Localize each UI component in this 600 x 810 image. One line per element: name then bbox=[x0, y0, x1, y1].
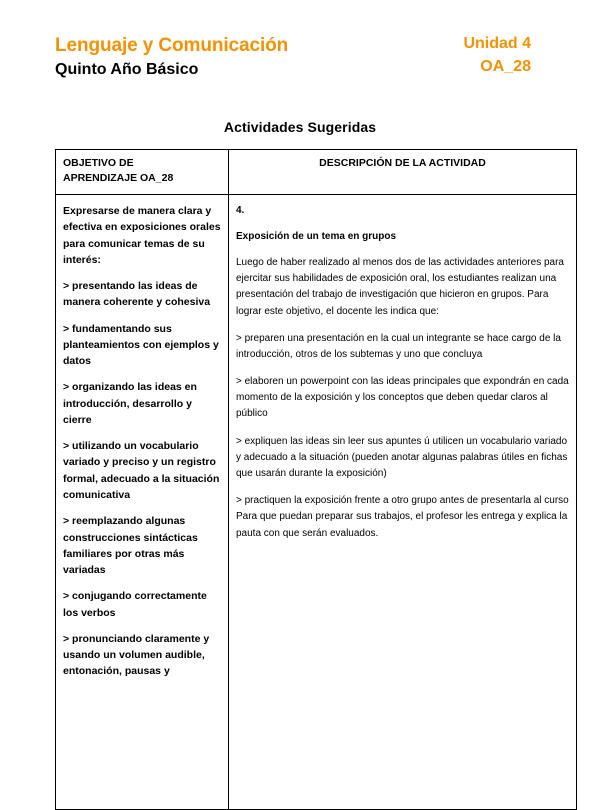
objective-item-5: > conjugando correctamente los verbos bbox=[63, 590, 207, 619]
document-header bbox=[55, 34, 545, 81]
objective-item-1: > fundamentando sus planteamientos con ejemplos y datos bbox=[63, 322, 219, 368]
activity-paragraph-4: > practiquen la exposición frente a otro grupo antes de presentarla al curso Para que puedan preparar sus trabajos, el profesor les entrega y explica la pauta con que serán evaluados. bbox=[236, 495, 569, 539]
table-row bbox=[56, 194, 577, 809]
activity-heading: Exposición de un tema en grupos bbox=[236, 230, 397, 242]
header-cell-objective bbox=[56, 149, 229, 194]
activity-cell bbox=[229, 194, 577, 809]
header-cell-description bbox=[229, 149, 577, 194]
activity-paragraph-0: Luego de haber realizado al menos dos de las actividades anteriores para ejercitar sus habilidades de exposición oral, los estudiantes realizan una presentación del trabajo de investigación que hicieron en grupos. Para lograr este objetivo, el docente les indica que: bbox=[236, 256, 564, 317]
header-right-group bbox=[463, 34, 545, 78]
header-description-label: DESCRIPCIÓN DE LA ACTIVIDAD bbox=[319, 156, 486, 169]
objective-intro: Expresarse de manera clara y efectiva en exposiciones orales para comunicar temas de su interés: bbox=[63, 204, 221, 266]
objective-item-3: > utilizando un vocabulario variado y preciso y un registro formal, adecuado a la situación comunicativa bbox=[63, 440, 220, 501]
objective-cell bbox=[56, 194, 229, 809]
subject-title: Lenguaje y Comunicación bbox=[55, 35, 289, 56]
grade-level: Quinto Año Básico bbox=[55, 60, 199, 78]
activities-table bbox=[55, 149, 577, 810]
activity-paragraph-3: > expliquen las ideas sin leer sus apuntes ú utilicen un vocabulario variado y adecuado a la situación (pueden anotar algunas palabras útiles en fichas que usarán durante la exposición) bbox=[236, 435, 568, 480]
oa-code-label: OA_28 bbox=[480, 58, 531, 75]
activity-number: 4. bbox=[236, 204, 245, 216]
activity-paragraph-1: > preparen una presentación en la cual un integrante se hace cargo de la introducción, otros de los subtemas y uno que concluya bbox=[236, 332, 561, 360]
table-header-row bbox=[56, 149, 577, 194]
objective-item-6: > pronunciando claramente y usando un volumen audible, entonación, pausas y bbox=[63, 632, 210, 678]
objective-item-0: > presentando las ideas de manera coherente y cohesiva bbox=[63, 280, 211, 309]
page-title: Actividades Sugeridas bbox=[223, 118, 377, 135]
objective-item-4: > reemplazando algunas construcciones sintácticas familiares por otras más variadas bbox=[63, 515, 198, 577]
header-objective-line1: OBJETIVO DE bbox=[63, 156, 134, 169]
header-objective-line2: APRENDIZAJE OA_28 bbox=[63, 171, 174, 184]
activity-paragraph-2: > elaboren un powerpoint con las ideas principales que expondrán en cada momento de la exposición y los conceptos que deben quedar claros al público bbox=[236, 376, 569, 420]
unit-label: Unidad 4 bbox=[463, 35, 531, 52]
objective-item-2: > organizando las ideas en introducción, desarrollo y cierre bbox=[63, 381, 197, 426]
header-left-group bbox=[55, 34, 288, 81]
